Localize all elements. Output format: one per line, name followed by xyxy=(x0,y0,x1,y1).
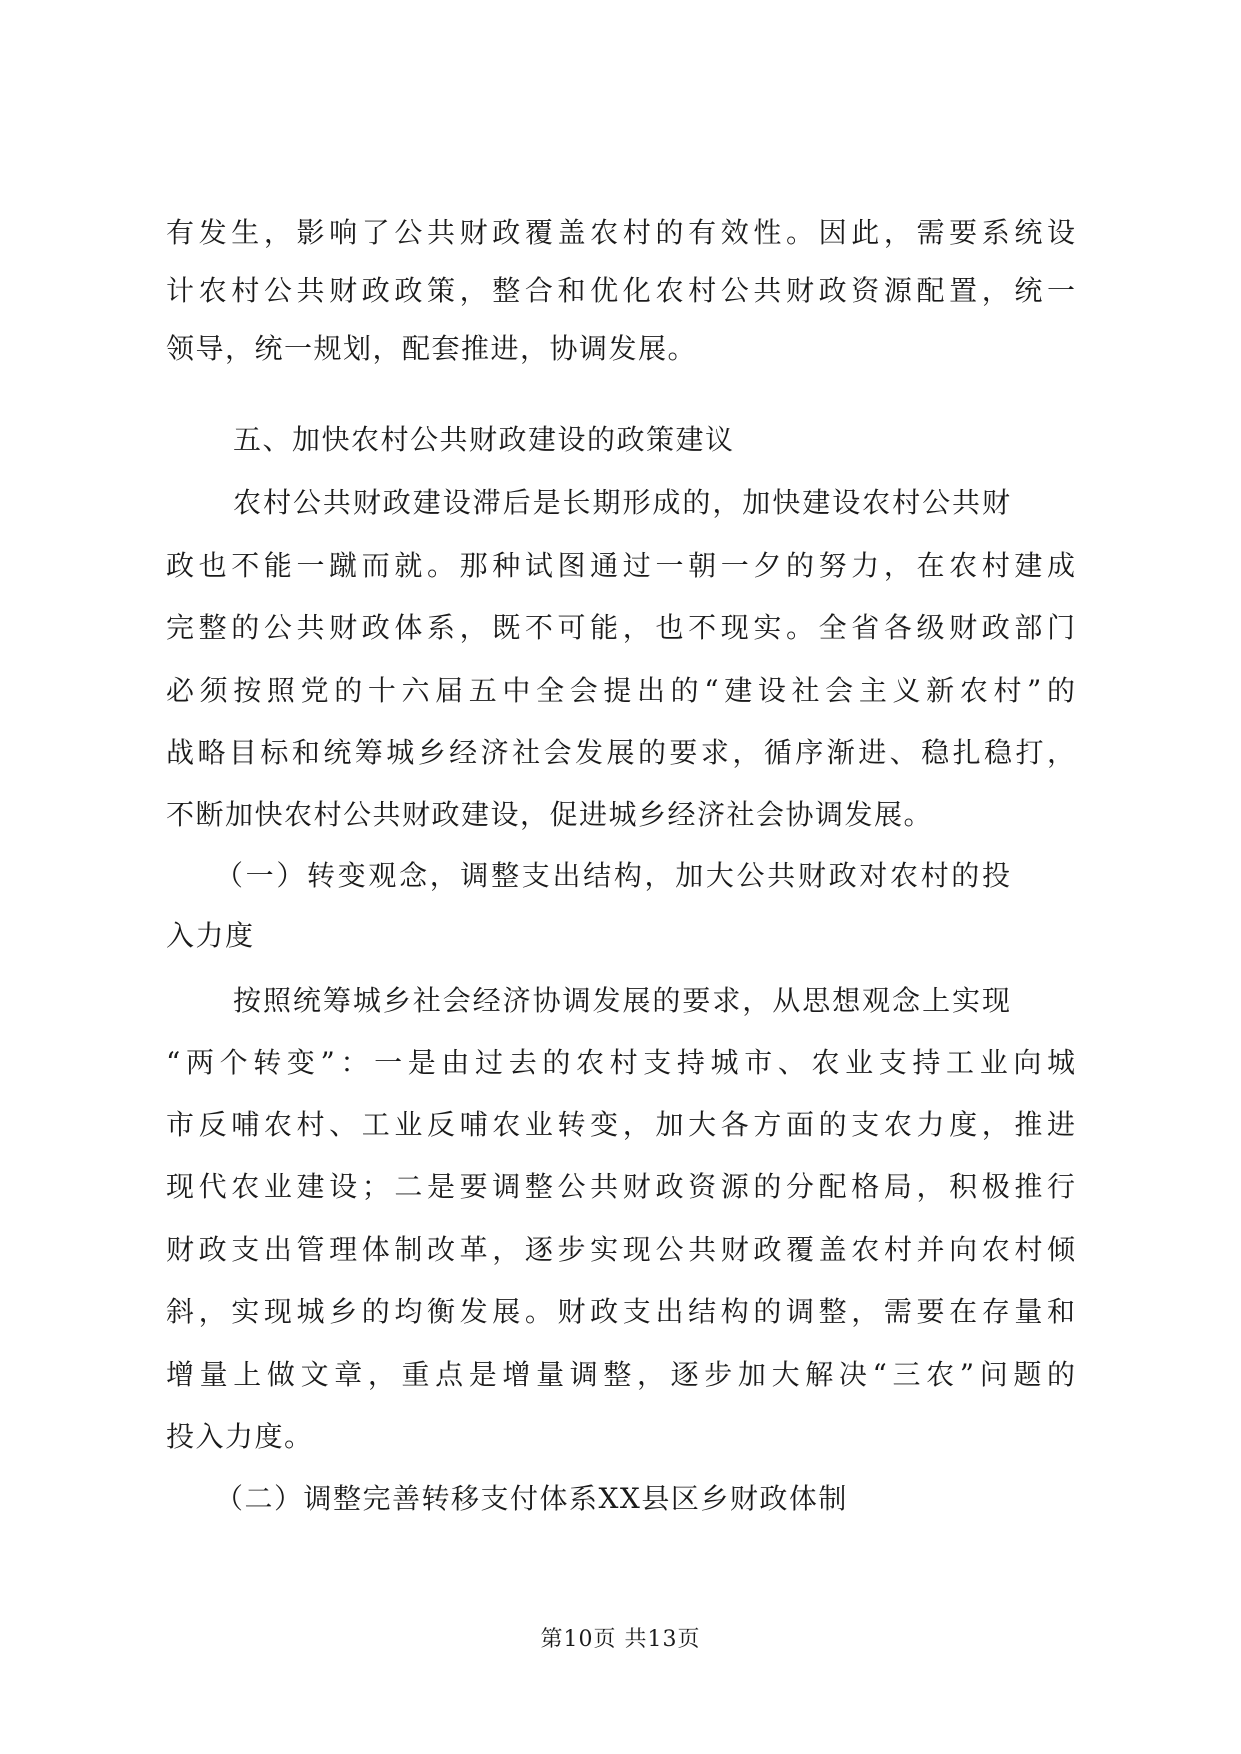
paragraph-line: 按照统筹城乡社会经济协调发展的要求，从思想观念上实现 xyxy=(233,984,1010,1017)
subsection-heading: （二）调整完善转移支付体系XX县区乡财政体制 xyxy=(215,1482,848,1515)
paragraph-line: 计农村公共财政政策，整合和优化农村公共财政资源配置，统一 xyxy=(166,274,1075,307)
subsection-heading: 入力度 xyxy=(166,919,255,952)
paragraph-line: 必须按照党的十六届五中全会提出的“建设社会主义新农村”的 xyxy=(166,674,1075,707)
subsection-heading: （一）转变观念，调整支出结构，加大公共财政对农村的投 xyxy=(215,859,1010,892)
paragraph-line: “两个转变”：一是由过去的农村支持城市、农业支持工业向城 xyxy=(166,1046,1075,1079)
paragraph-line: 市反哺农村、工业反哺农业转变，加大各方面的支农力度，推进 xyxy=(166,1108,1075,1141)
paragraph-line: 不断加快农村公共财政建设，促进城乡经济社会协调发展。 xyxy=(166,798,934,831)
section-heading: 五、加快农村公共财政建设的政策建议 xyxy=(233,423,735,456)
paragraph-line: 完整的公共财政体系，既不可能，也不现实。全省各级财政部门 xyxy=(166,611,1075,644)
paragraph-line: 增量上做文章，重点是增量调整，逐步加大解决“三农”问题的 xyxy=(166,1358,1075,1391)
paragraph-line: 现代农业建设；二是要调整公共财政资源的分配格局，积极推行 xyxy=(166,1170,1075,1203)
paragraph-line: 政也不能一蹴而就。那种试图通过一朝一夕的努力，在农村建成 xyxy=(166,549,1075,582)
paragraph-line: 有发生，影响了公共财政覆盖农村的有效性。因此，需要系统设 xyxy=(166,216,1075,249)
paragraph-line: 财政支出管理体制改革，逐步实现公共财政覆盖农村并向农村倾 xyxy=(166,1233,1075,1266)
paragraph-line: 领导，统一规划，配套推进，协调发展。 xyxy=(166,332,698,365)
paragraph-line: 斜，实现城乡的均衡发展。财政支出结构的调整，需要在存量和 xyxy=(166,1295,1075,1328)
paragraph-line: 投入力度。 xyxy=(166,1420,314,1453)
paragraph-line: 农村公共财政建设滞后是长期形成的，加快建设农村公共财 xyxy=(233,486,1010,519)
page-number-footer: 第10页 共13页 xyxy=(540,1627,701,1652)
paragraph-line: 战略目标和统筹城乡经济社会发展的要求，循序渐进、稳扎稳打， xyxy=(166,736,1075,769)
